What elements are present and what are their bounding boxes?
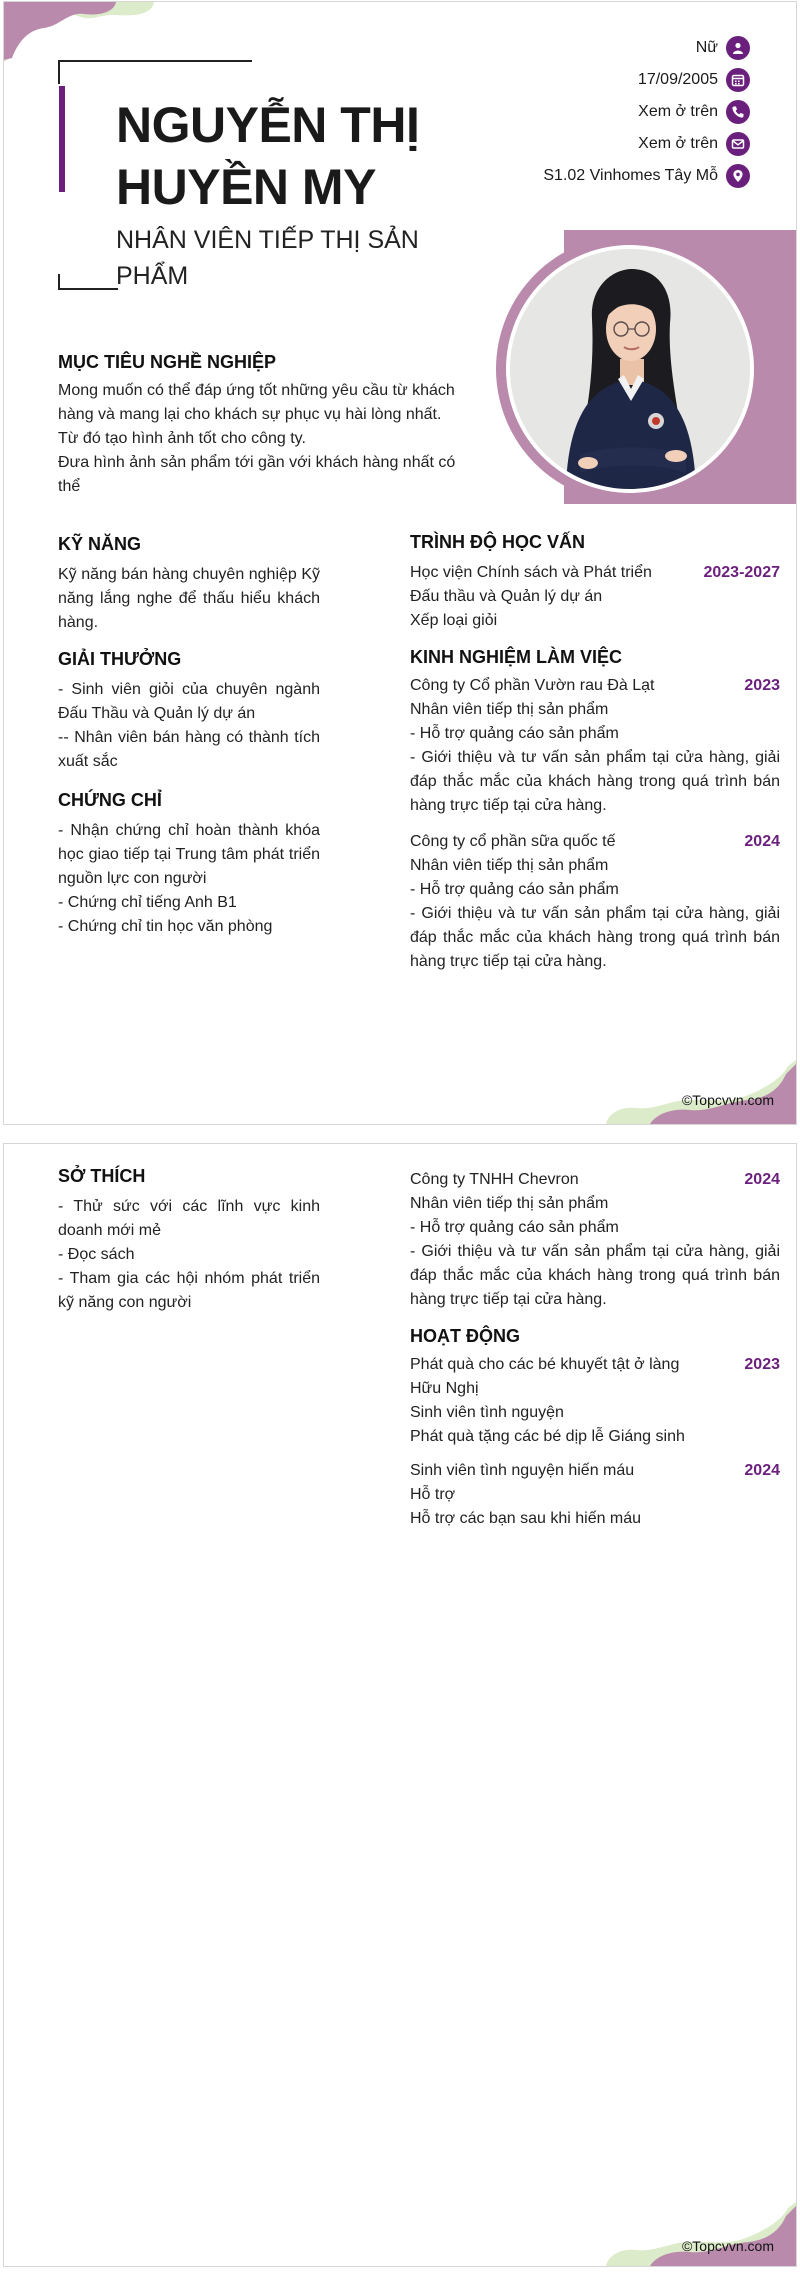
name-line-1: NGUYỄN THỊ bbox=[116, 97, 420, 153]
activity-role: Sinh viên tình nguyện bbox=[410, 1404, 564, 1421]
school-name: Học viện Chính sách và Phát triển bbox=[410, 564, 652, 581]
phone-text: Xem ở trên bbox=[638, 103, 718, 120]
activity-item bbox=[410, 1459, 780, 1531]
education-row bbox=[410, 561, 780, 585]
right-column bbox=[410, 532, 780, 974]
profile-photo bbox=[510, 249, 750, 489]
header-frame-corner-h bbox=[58, 288, 118, 290]
candidate-name bbox=[116, 94, 446, 218]
experience-detail: - Giới thiệu và tư vấn sản phẩm tại cửa hàng, giải đáp thắc mắc của khách hàng trong quá trình bán hàng trực tiếp tại cửa hàng. bbox=[410, 749, 780, 814]
phone-icon bbox=[726, 100, 750, 124]
hobby-item: - Tham gia các hội nhóm phát triển kỹ năng con người bbox=[58, 1270, 320, 1311]
contact-gender bbox=[543, 32, 750, 64]
contact-info bbox=[543, 32, 750, 192]
objective-line: hàng và mang lại cho khách sự phục vụ hài lòng nhất. bbox=[58, 406, 442, 423]
education-major: Đấu thầu và Quản lý dự án bbox=[410, 588, 603, 605]
section-awards bbox=[58, 649, 320, 774]
footer-watermark: ©Topcvvn.com bbox=[681, 1092, 774, 1108]
section-hobbies bbox=[58, 1166, 320, 1315]
user-icon bbox=[726, 36, 750, 60]
experience-detail: - Giới thiệu và tư vấn sản phẩm tại cửa hàng, giải đáp thắc mắc của khách hàng trong quá trình bán hàng trực tiếp tại cửa hàng. bbox=[410, 1243, 780, 1308]
objective-title: MỤC TIÊU NGHỀ NGHIỆP bbox=[58, 352, 277, 372]
experience-item bbox=[410, 830, 780, 974]
contact-phone bbox=[543, 96, 750, 128]
job-position bbox=[116, 222, 436, 294]
education-title: TRÌNH ĐỘ HỌC VẤN bbox=[410, 532, 585, 552]
mail-icon bbox=[726, 132, 750, 156]
activities-title: HOẠT ĐỘNG bbox=[410, 1326, 520, 1346]
award-item: -- Nhân viên bán hàng có thành tích xuất sắc bbox=[58, 729, 320, 770]
experience-detail: - Hỗ trợ quảng cáo sản phẩm bbox=[410, 725, 619, 742]
email-text: Xem ở trên bbox=[638, 135, 718, 152]
header-frame-left bbox=[58, 60, 60, 84]
section-skills bbox=[58, 534, 320, 635]
experience-year: 2024 bbox=[744, 1171, 780, 1188]
birthday-text: 17/09/2005 bbox=[637, 71, 718, 88]
objective-line: Từ đó tạo hình ảnh tốt cho công ty. bbox=[58, 430, 306, 447]
decor-blob-top-left bbox=[4, 2, 164, 64]
left-column bbox=[58, 534, 320, 939]
objective-line: thể bbox=[58, 478, 81, 495]
experience-company: Công ty cổ phần sữa quốc tế bbox=[410, 833, 616, 850]
section-education bbox=[410, 532, 780, 633]
activity-name: Phát quà cho các bé khuyết tật ở làng Hữu Nghị bbox=[410, 1356, 680, 1397]
experience-role: Nhân viên tiếp thị sản phẩm bbox=[410, 857, 609, 874]
activity-year: 2023 bbox=[744, 1356, 780, 1373]
header-frame-top bbox=[58, 60, 252, 62]
experience-detail: - Hỗ trợ quảng cáo sản phẩm bbox=[410, 881, 619, 898]
activity-year: 2024 bbox=[744, 1462, 780, 1479]
decor-blob-bottom-right bbox=[606, 2202, 796, 2266]
footer-watermark: ©Topcvvn.com bbox=[681, 2238, 774, 2254]
right-column-2 bbox=[410, 1168, 780, 1531]
experience-title: KINH NGHIỆM LÀM VIỆC bbox=[410, 647, 623, 667]
experience-year: 2024 bbox=[744, 833, 780, 850]
header-accent-bar bbox=[59, 86, 65, 192]
award-item: - Sinh viên giỏi của chuyên ngành Đấu Thầu và Quản lý dự án bbox=[58, 681, 320, 722]
contact-email bbox=[543, 128, 750, 160]
objective-text bbox=[58, 379, 458, 499]
certificate-item: - Nhận chứng chỉ hoàn thành khóa học giao tiếp tại Trung tâm phát triển nguồn lực con người bbox=[58, 822, 320, 887]
calendar-icon bbox=[726, 68, 750, 92]
position-line-1: NHÂN VIÊN TIẾP THỊ SẢN bbox=[116, 226, 419, 254]
skills-text: Kỹ năng bán hàng chuyên nghiệp Kỹ năng lắng nghe để thấu hiểu khách hàng. bbox=[58, 566, 320, 631]
left-column-2 bbox=[58, 1166, 320, 1315]
certificates-title: CHỨNG CHỈ bbox=[58, 790, 162, 810]
section-certificates bbox=[58, 790, 320, 939]
contact-address bbox=[543, 160, 750, 192]
activity-desc: Hỗ trợ các bạn sau khi hiến máu bbox=[410, 1510, 642, 1527]
hobbies-title: SỞ THÍCH bbox=[58, 1166, 146, 1186]
awards-title: GIẢI THƯỞNG bbox=[58, 649, 182, 669]
activity-role: Hỗ trợ bbox=[410, 1486, 456, 1503]
position-line-2: PHẨM bbox=[116, 262, 189, 290]
activity-desc: Phát quà tặng các bé dịp lễ Giáng sinh bbox=[410, 1428, 685, 1445]
location-icon bbox=[726, 164, 750, 188]
experience-detail: - Hỗ trợ quảng cáo sản phẩm bbox=[410, 1219, 619, 1236]
certificate-item: - Chứng chỉ tin học văn phòng bbox=[58, 918, 273, 935]
education-grade: Xếp loại giỏi bbox=[410, 612, 498, 629]
objective-line: Mong muốn có thể đáp ứng tốt những yêu cầu từ khách bbox=[58, 382, 455, 399]
experience-item bbox=[410, 674, 780, 818]
section-activities bbox=[410, 1326, 780, 1531]
cv-page-1 bbox=[3, 1, 797, 1125]
education-years: 2023-2027 bbox=[703, 564, 780, 581]
experience-company: Công ty TNHH Chevron bbox=[410, 1171, 579, 1188]
experience-detail: - Giới thiệu và tư vấn sản phẩm tại cửa hàng, giải đáp thắc mắc của khách hàng trong quá trình bán hàng trực tiếp tại cửa hàng. bbox=[410, 905, 780, 970]
experience-item bbox=[410, 1168, 780, 1312]
name-line-2: HUYỀN MY bbox=[116, 159, 376, 215]
address-text: S1.02 Vinhomes Tây Mỗ bbox=[543, 167, 718, 184]
section-objective bbox=[58, 352, 458, 499]
cv-page-2 bbox=[3, 1143, 797, 2267]
experience-company: Công ty Cổ phần Vườn rau Đà Lạt bbox=[410, 677, 655, 694]
experience-role: Nhân viên tiếp thị sản phẩm bbox=[410, 701, 609, 718]
section-experience bbox=[410, 647, 780, 974]
contact-birthday bbox=[543, 64, 750, 96]
gender-text: Nữ bbox=[695, 39, 718, 56]
hobby-item: - Đọc sách bbox=[58, 1246, 135, 1263]
experience-year: 2023 bbox=[744, 677, 780, 694]
objective-line: Đưa hình ảnh sản phẩm tới gần với khách hàng nhất có bbox=[58, 454, 456, 471]
certificate-item: - Chứng chỉ tiếng Anh B1 bbox=[58, 894, 237, 911]
activity-item bbox=[410, 1353, 780, 1449]
activity-name: Sinh viên tình nguyện hiến máu bbox=[410, 1462, 635, 1479]
hobby-item: - Thử sức với các lĩnh vực kinh doanh mới mẻ bbox=[58, 1198, 320, 1239]
skills-title: KỸ NĂNG bbox=[58, 534, 142, 554]
experience-role: Nhân viên tiếp thị sản phẩm bbox=[410, 1195, 609, 1212]
